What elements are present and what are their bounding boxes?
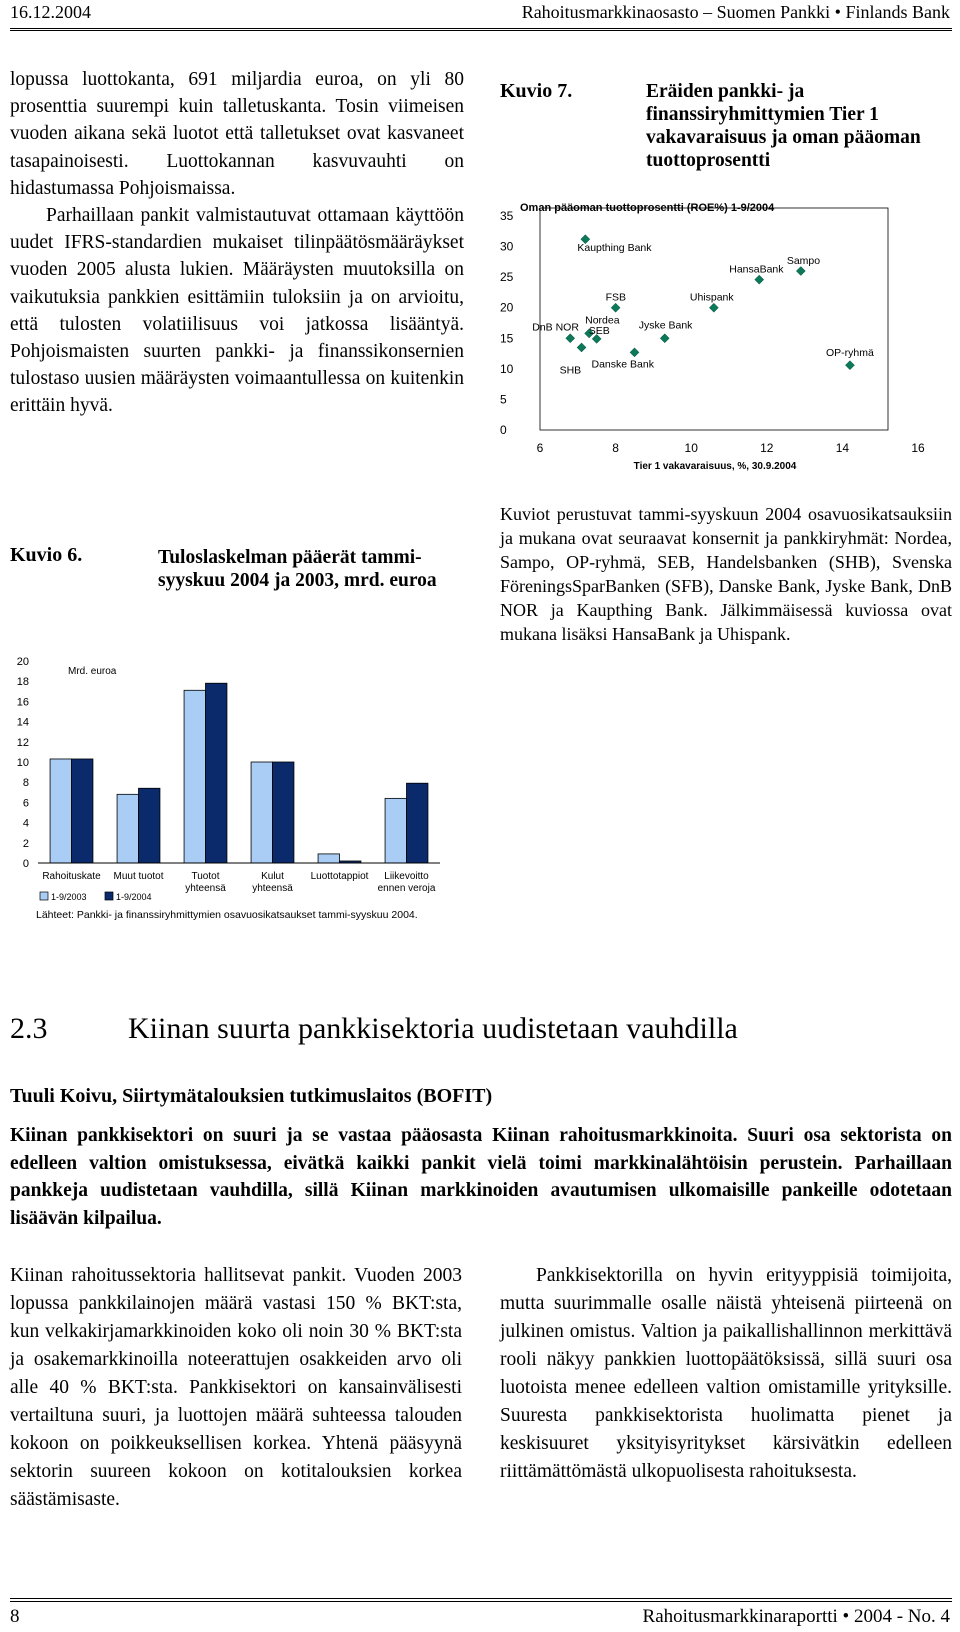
point-label: DnB NOR [532, 321, 579, 334]
y-tick-label: 35 [500, 209, 514, 223]
y-axis-title: Mrd. euroa [68, 666, 117, 677]
bar-1-9/2003 [385, 798, 406, 863]
y-tick-label: 8 [22, 777, 29, 790]
footer-bullet: • [842, 1606, 850, 1627]
y-tick-label: 6 [22, 797, 29, 810]
figure6-source: Lähteet: Pankki- ja finanssiryhmittymien osavuosikatsaukset tammi-syyskuu 2004. [36, 909, 418, 921]
left-column-text [10, 66, 464, 420]
x-tick-label: Muut tuotot [113, 871, 164, 882]
y-tick-label: 4 [22, 817, 29, 830]
section-column-2 [500, 1262, 952, 1486]
y-tick-label: 16 [16, 696, 29, 709]
point-marker [845, 361, 854, 370]
section-col1-text: Kiinan rahoitussektoria hallitsevat pankit. Vuoden 2003 lopussa pankkilainojen määrä vastasi 150 % BKT:sta, kun velkakirjamarkkinoiden koko oli noin 30 % BKT:sta ja osakemarkkinoilla noteerattujen osakkeiden arvo oli alle 40 % BKT:sta. Pankkisektori on kansainvälisesti vertailtuna suuri, ja luottojen määrä suhteessa talouden kokoon on poikkeuksellisen korkea. Yhtenä pääsyynä sektorin suureen kokoon on kotitalouksien korkea säästämisaste. [10, 1265, 462, 1510]
figure7-note: Kuviot perustuvat tammi-syyskuun 2004 osavuosikatsauksiin ja mukana ovat seuraavat konsernit ja pankkiryhmät: Nordea, Sampo, OP-ryhmä, SEB, Handelsbanken (SHB), Svenska FöreningsSparBanken (SFB), Danske Bank, Jyske Bank, DnB NOR ja Kaupthing Bank. Jälkimmäisessä kuviossa ovat mukana lisäksi HansaBank ja Uhispank. [500, 504, 952, 644]
x-tick-label: 6 [536, 441, 544, 455]
figure6-title: Tuloslaskelman pääerät tammi-syyskuu 2004 ja 2003, mrd. euroa [158, 547, 437, 591]
header-publisher [522, 2, 950, 23]
header-date: 16.12.2004 [10, 2, 91, 22]
y-tick-label: 18 [16, 676, 29, 689]
point-marker [709, 303, 718, 312]
x-tick-label: Luottotappiot [310, 871, 369, 882]
footer-journal [643, 1606, 950, 1628]
section-heading [10, 1012, 738, 1046]
paragraph-2: Parhaillaan pankit valmistautuvat ottamaan käyttöön uudet IFRS-standardien mukaiset tilinpäätösmääräykset vuoden 2005 alusta lukien. Määräysten muutoksilla on vaikutuksia pankkien esittämiin tuloksiin ja on arvioitu, että tulosten volatiilisuus voi jatkossa lisääntyä. Pohjoismaisten suurten pankki- ja finanssikonsernien tulostaso uusien määräysten voimaantullessa on kuitenkin erittäin hyvä. [10, 205, 464, 417]
y-tick-label: 0 [22, 858, 29, 870]
x-tick-label: 14 [835, 441, 850, 455]
point-label: Nordea [585, 314, 620, 327]
header-publisher-sv: Finlands Bank [845, 2, 950, 22]
y-tick-label: 15 [500, 331, 514, 346]
bar-1-9/2004 [139, 788, 160, 863]
footer-issue: 2004 - No. 4 [853, 1606, 950, 1627]
section-number: 2.3 [10, 1012, 48, 1045]
footer-page-number: 8 [10, 1606, 20, 1627]
figure7-title: Eräiden pankki- ja finanssiryhmittymien Tier 1 vakavaraisuus ja oman pääoman tuottoprosentti [646, 81, 921, 171]
figure6-bar-chart [0, 655, 470, 965]
x-tick-label: Kulut [261, 871, 284, 882]
bar-1-9/2003 [184, 690, 205, 863]
x-tick-label: Liikevoitto [384, 871, 429, 882]
y-tick-label: 10 [16, 757, 29, 769]
section-author: Tuuli Koivu, Siirtymätalouksien tutkimuslaitos (BOFIT) [10, 1085, 493, 1107]
section-col2-text: Pankkisektorilla on hyvin erityyppisiä toimijoita, mutta suurimmalle osalle näistä yhteisenä piirteenä on julkinen omistus. Valtion ja paikallishallinnon merkittävä rooli näkyy pankkien luottopäätöksissä, sillä suuri osa luotoista menee edelleen valtion omistamille yrityksille. Suuresta pankkisektorista huolimatta pienet ja keskisuuret yksityisyritykset kärsivätkin edelleen riittämättömästä ulkopuolisesta rahoituksesta. [500, 1265, 952, 1482]
x-tick-label: 8 [612, 441, 619, 455]
bar-1-9/2003 [50, 759, 71, 863]
footer-rule-2 [10, 1601, 952, 1602]
x-tick-label: Rahoituskate [42, 871, 101, 882]
bar-1-9/2003 [117, 794, 138, 863]
x-tick-label: Tuotot [191, 871, 220, 882]
bar-1-9/2003 [318, 854, 339, 863]
x-tick-label: 10 [684, 441, 698, 455]
point-marker [796, 267, 805, 276]
footer-journal-name: Rahoitusmarkkinaraportti [642, 1606, 838, 1627]
bar-1-9/2004 [273, 762, 294, 863]
point-label: FSB [605, 291, 627, 304]
point-label: Danske Bank [591, 358, 654, 371]
point-label: SHB [559, 364, 582, 377]
y-tick-label: 2 [22, 837, 29, 850]
bar-1-9/2003 [251, 762, 272, 863]
point-marker [755, 275, 764, 284]
y-tick-label: 20 [500, 300, 514, 315]
figure7-scatter-chart [500, 200, 950, 500]
header-rule [10, 28, 952, 34]
y-tick-label: 25 [500, 270, 514, 285]
x-tick-label: 16 [911, 441, 925, 455]
footer-rule-1 [10, 1598, 952, 1599]
bar-1-9/2004 [206, 683, 227, 863]
legend-swatch [40, 892, 48, 900]
x-tick-label: yhteensä [252, 883, 293, 894]
y-tick-label: 30 [500, 239, 514, 254]
section-column-1 [10, 1262, 462, 1514]
y-tick-label: 12 [16, 736, 29, 749]
point-label: Sampo [786, 255, 821, 268]
x-axis-title: Tier 1 vakavaraisuus, %, 30.9.2004 [633, 461, 797, 472]
figure6-label: Kuvio 6. [10, 544, 83, 566]
paragraph-1: lopussa luottokanta, 691 miljardia euroa, on yli 80 prosenttia suurempi kuin talletuskanta. Tosin viimeisen vuoden aikana sekä luotot että talletukset ovat kasvaneet tasapainoisesti. Luottokannan kasvuvauhti on hidastumassa Pohjoismaissa. [10, 69, 464, 199]
point-label: SEB [588, 324, 610, 337]
y-tick-label: 14 [16, 716, 29, 729]
point-label: Jyske Bank [638, 319, 693, 332]
x-tick-label: ennen veroja [377, 883, 436, 894]
x-tick-label: 12 [760, 441, 774, 455]
section-lead: Kiinan pankkisektori on suuri ja se vastaa pääosasta Kiinan rahoitusmarkkinoita. Suuri osa sektorista on edelleen valtion omistuksessa, eivätkä kaikki pankit vielä toimi markkinalähtöisin perustein. Parhaillaan pankkeja uudistetaan vauhdilla, sillä Kiinan markkinoiden avautumisen ulkomaisille pankeille odotetaan lisäävän kilpailua. [10, 1125, 952, 1229]
legend-label: 1-9/2003 [51, 892, 87, 902]
scatter-title: Oman pääoman tuottoprosentti (ROE%) 1-9/2004 [520, 202, 775, 214]
point-marker [566, 334, 575, 343]
legend-label: 1-9/2004 [116, 892, 152, 902]
y-tick-label: 10 [500, 361, 514, 376]
y-tick-label: 5 [500, 392, 507, 407]
point-label: HansaBank [729, 263, 784, 276]
y-tick-label: 0 [500, 423, 507, 437]
header-publisher-fi: Rahoitusmarkkinaosasto – Suomen Pankki [521, 2, 831, 22]
x-tick-label: yhteensä [185, 883, 226, 894]
legend-swatch [105, 892, 113, 900]
bar-1-9/2004 [72, 759, 93, 863]
figure7-label: Kuvio 7. [500, 80, 573, 102]
point-marker [630, 348, 639, 357]
point-label: Uhispank [689, 291, 734, 304]
header-bullet: • [834, 2, 841, 22]
y-tick-label: 20 [16, 656, 29, 668]
point-marker [611, 303, 620, 312]
section-title: Kiinan suurta pankkisektoria uudistetaan vauhdilla [128, 1012, 738, 1045]
bar-1-9/2004 [407, 783, 428, 863]
point-marker [577, 343, 586, 352]
point-label: Kaupthing Bank [577, 242, 652, 255]
point-marker [660, 334, 669, 343]
point-label: OP-ryhmä [825, 347, 874, 360]
